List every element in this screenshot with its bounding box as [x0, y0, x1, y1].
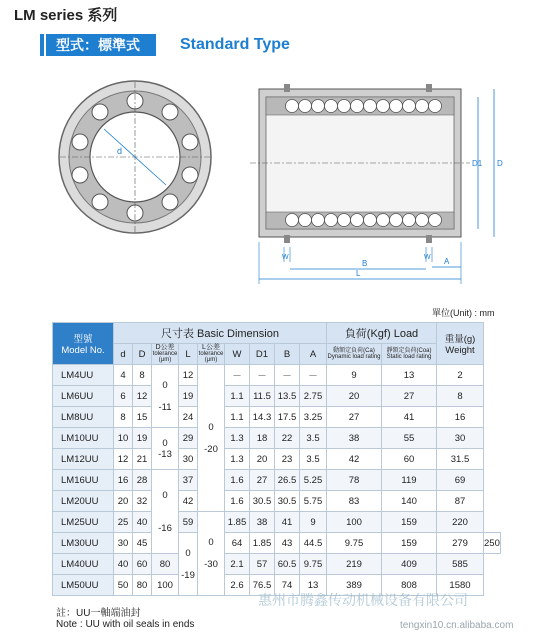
tolL-upper: 0: [208, 537, 214, 548]
cell-W: 1.3: [225, 449, 250, 470]
side-view: [250, 84, 503, 284]
cell-D1: 43: [275, 533, 300, 554]
tolD-upper: 0: [162, 437, 168, 449]
cell-d: 12: [114, 449, 133, 470]
table-row: [53, 449, 501, 470]
cell-B: 26.5: [275, 470, 300, 491]
cell-D: 40: [133, 512, 152, 533]
cell-Co: 119: [382, 470, 437, 491]
cell-Co: 409: [382, 554, 437, 575]
cell-B: 22: [275, 428, 300, 449]
cell-C: 78: [327, 470, 382, 491]
cell-L: 29: [179, 428, 198, 449]
spec-table: [52, 322, 501, 596]
cell-D: 21: [133, 449, 152, 470]
table-row: [53, 428, 501, 449]
cell-D: 45: [133, 533, 152, 554]
cell-A: －: [300, 365, 327, 386]
cell-W: 1.1: [225, 407, 250, 428]
cell-d: 6: [114, 386, 133, 407]
cell-B: 44.5: [300, 533, 327, 554]
cell-model: LM30UU: [53, 533, 114, 554]
cell-weight: 220: [437, 512, 484, 533]
cell-C: 389: [327, 575, 382, 596]
header-model: [53, 323, 114, 365]
cell-D-tolerance: [152, 365, 179, 428]
cell-D: 15: [133, 407, 152, 428]
cell-A: 2.75: [300, 386, 327, 407]
header-dynamic-en: Dynamic load rating: [327, 354, 381, 360]
header-D: D: [133, 344, 152, 365]
cell-L: 19: [179, 386, 198, 407]
cell-D-tolerance: [152, 470, 179, 554]
table-row: [53, 554, 501, 575]
cell-L: 24: [179, 407, 198, 428]
cell-L: 64: [225, 533, 250, 554]
cell-A: 3.5: [300, 428, 327, 449]
cell-W: 2.6: [225, 575, 250, 596]
cell-W: 1.1: [225, 386, 250, 407]
cell-A: 3.25: [300, 407, 327, 428]
table-row: [53, 407, 501, 428]
type-english-title: Standard Type: [180, 36, 290, 53]
cell-C: 100: [327, 512, 382, 533]
cell-L: 42: [179, 491, 198, 512]
cell-B: 23: [275, 449, 300, 470]
cell-Co: 159: [382, 512, 437, 533]
header-weight-en: Weight: [445, 345, 475, 356]
header-Dtol-unit: (μm): [158, 357, 172, 363]
cell-W: 1.6: [225, 470, 250, 491]
header-D-tolerance: [152, 344, 179, 365]
cell-C: 42: [327, 449, 382, 470]
watermark-company: 惠州市腾鑫传动机械设备有限公司: [258, 592, 468, 608]
cell-Co: 55: [382, 428, 437, 449]
cell-Co: 60: [382, 449, 437, 470]
cell-weight: 69: [437, 470, 484, 491]
header-static-load: [382, 344, 437, 365]
cell-weight: 16: [437, 407, 484, 428]
cell-L: 12: [179, 365, 198, 386]
cell-W: 1.85: [250, 533, 275, 554]
header-D1: D1: [250, 344, 275, 365]
tolL-lower: -20: [204, 443, 218, 455]
cell-d: 40: [114, 554, 133, 575]
header-load: 負荷(Kgf) Load: [327, 323, 437, 344]
header-Ltol-unit: (μm): [204, 357, 218, 363]
label-D1: D1: [472, 159, 483, 168]
header-dynamic-load: [327, 344, 382, 365]
cell-W: 1.6: [225, 491, 250, 512]
cell-model: LM12UU: [53, 449, 114, 470]
type-badge: 型式：標準式: [46, 34, 156, 56]
table-row: [53, 533, 501, 554]
label-d: d: [117, 146, 123, 156]
cell-D1: 27: [250, 470, 275, 491]
header-A: A: [300, 344, 327, 365]
header-model-cn: 型號: [73, 334, 93, 345]
header-Dtol-en: tolerance: [152, 351, 178, 357]
cell-Co: 279: [437, 533, 484, 554]
header-d: d: [114, 344, 133, 365]
type-accent-bar: [40, 34, 44, 56]
cell-B: 17.5: [275, 407, 300, 428]
header-model-en: Model No.: [61, 345, 105, 356]
cell-weight: 30: [437, 428, 484, 449]
cell-D-tolerance: [179, 533, 198, 596]
label-D: D: [497, 159, 503, 168]
cell-d: 25: [114, 512, 133, 533]
cell-B: 60.5: [275, 554, 300, 575]
cell-d: 20: [114, 491, 133, 512]
cell-L: 59: [179, 512, 198, 533]
cell-B: 30.5: [275, 491, 300, 512]
tolD-lower: -16: [158, 522, 172, 534]
header-B: B: [275, 344, 300, 365]
cell-B: 13.5: [275, 386, 300, 407]
tolD-lower: -11: [158, 401, 172, 413]
tolD-upper: 0: [185, 547, 191, 559]
cell-model: LM25UU: [53, 512, 114, 533]
note-chinese: 註：UU一軸端油封: [56, 608, 141, 619]
cell-A: 5.75: [300, 491, 327, 512]
cell-model: LM6UU: [53, 386, 114, 407]
header-Dtol-cn: D公差: [155, 344, 175, 351]
tolD-upper: 0: [162, 489, 168, 501]
cell-A: 3.5: [300, 449, 327, 470]
cell-D: 8: [133, 365, 152, 386]
cell-Co: 41: [382, 407, 437, 428]
cell-L: 30: [179, 449, 198, 470]
cell-L-tolerance: [198, 512, 225, 596]
cell-model: LM50UU: [53, 575, 114, 596]
cell-Co: 140: [382, 491, 437, 512]
table-row: [53, 491, 501, 512]
cell-C: 9: [327, 365, 382, 386]
cell-W: 2.1: [225, 554, 250, 575]
cell-D: 12: [133, 386, 152, 407]
cell-weight: 250: [484, 533, 501, 554]
cell-D1: 57: [250, 554, 275, 575]
table-row: [53, 386, 501, 407]
cell-Co: 13: [382, 365, 437, 386]
cell-D: 32: [133, 491, 152, 512]
header-L: L: [179, 344, 198, 365]
cell-Co: 808: [382, 575, 437, 596]
note-english: Note : UU with oil seals in ends: [56, 619, 195, 630]
tolL-upper: 0: [208, 421, 214, 433]
cell-d: 16: [114, 470, 133, 491]
cell-A: 13: [300, 575, 327, 596]
tolL-lower: -30: [204, 559, 218, 570]
cell-C: 159: [382, 533, 437, 554]
cell-model: LM8UU: [53, 407, 114, 428]
header-dynamic-cn: 動額定負荷(Ca): [333, 348, 375, 354]
table-row: [53, 512, 501, 533]
cell-weight: 31.5: [437, 449, 484, 470]
header-weight: [437, 323, 484, 365]
table-row: [53, 365, 501, 386]
cell-model: LM16UU: [53, 470, 114, 491]
cell-D1: 14.3: [250, 407, 275, 428]
label-A: A: [444, 257, 450, 266]
cell-D1: 11.5: [250, 386, 275, 407]
cell-L: 37: [179, 470, 198, 491]
cell-d: 30: [114, 533, 133, 554]
cell-C: 83: [327, 491, 382, 512]
watermark-domain: tengxin10.cn.alibaba.com: [400, 620, 514, 631]
cell-D-tolerance: [152, 428, 179, 470]
cell-C: 20: [327, 386, 382, 407]
cell-W: －: [225, 365, 250, 386]
label-B: B: [362, 259, 368, 268]
cell-C: 27: [327, 407, 382, 428]
unit-label: 單位(Unit) : mm: [432, 308, 495, 318]
header-dimensions: 尺寸表 Basic Dimension: [114, 323, 327, 344]
header-static-cn: 靜額定負荷(Coa): [386, 348, 432, 354]
cell-B: 74: [275, 575, 300, 596]
header-weight-cn: 重量(g): [444, 334, 476, 345]
cell-B: －: [275, 365, 300, 386]
cell-A: 9.75: [300, 554, 327, 575]
cell-W: 1.85: [225, 512, 250, 533]
cell-D1: 18: [250, 428, 275, 449]
cell-d: 8: [114, 407, 133, 428]
cell-model: LM10UU: [53, 428, 114, 449]
cell-B: 41: [275, 512, 300, 533]
cell-C: 219: [327, 554, 382, 575]
cell-D: 28: [133, 470, 152, 491]
front-view: [59, 81, 211, 233]
cell-weight: 8: [437, 386, 484, 407]
cell-D1: －: [250, 365, 275, 386]
cell-d: 4: [114, 365, 133, 386]
header-W: W: [225, 344, 250, 365]
cell-W: 1.3: [225, 428, 250, 449]
cell-D1: 38: [250, 512, 275, 533]
tolD-upper: 0: [162, 379, 168, 391]
cell-d: 10: [114, 428, 133, 449]
label-W: W: [282, 254, 289, 261]
label-L: L: [356, 269, 361, 278]
header-static-en: Static load rating: [386, 354, 432, 360]
cell-L: 100: [152, 575, 179, 596]
header-Ltol-en: tolerance: [198, 351, 224, 357]
cell-D1: 20: [250, 449, 275, 470]
cell-model: LM4UU: [53, 365, 114, 386]
cell-A: 9: [300, 512, 327, 533]
cell-weight: 87: [437, 491, 484, 512]
label-W2: W: [424, 254, 431, 261]
cell-D1: 30.5: [250, 491, 275, 512]
cell-Co: 27: [382, 386, 437, 407]
table-row: [53, 470, 501, 491]
header-L-tolerance: [198, 344, 225, 365]
cell-model: LM40UU: [53, 554, 114, 575]
cell-model: LM20UU: [53, 491, 114, 512]
tolD-lower: -19: [181, 569, 195, 581]
bearing-drawing: [0, 62, 534, 302]
page-title: LM series 系列: [14, 7, 118, 24]
header-Ltol-cn: L公差: [202, 344, 220, 351]
cell-weight: 1580: [437, 575, 484, 596]
cell-D1: 76.5: [250, 575, 275, 596]
cell-d: 50: [114, 575, 133, 596]
cell-C: 38: [327, 428, 382, 449]
cell-L-tolerance: [198, 365, 225, 512]
cell-L: 80: [152, 554, 179, 575]
cell-D: 19: [133, 428, 152, 449]
cell-weight: 585: [437, 554, 484, 575]
cell-D: 80: [133, 575, 152, 596]
tolD-lower: -13: [158, 448, 172, 460]
cell-weight: 2: [437, 365, 484, 386]
cell-A: 9.75: [327, 533, 382, 554]
cell-A: 5.25: [300, 470, 327, 491]
cell-D: 60: [133, 554, 152, 575]
